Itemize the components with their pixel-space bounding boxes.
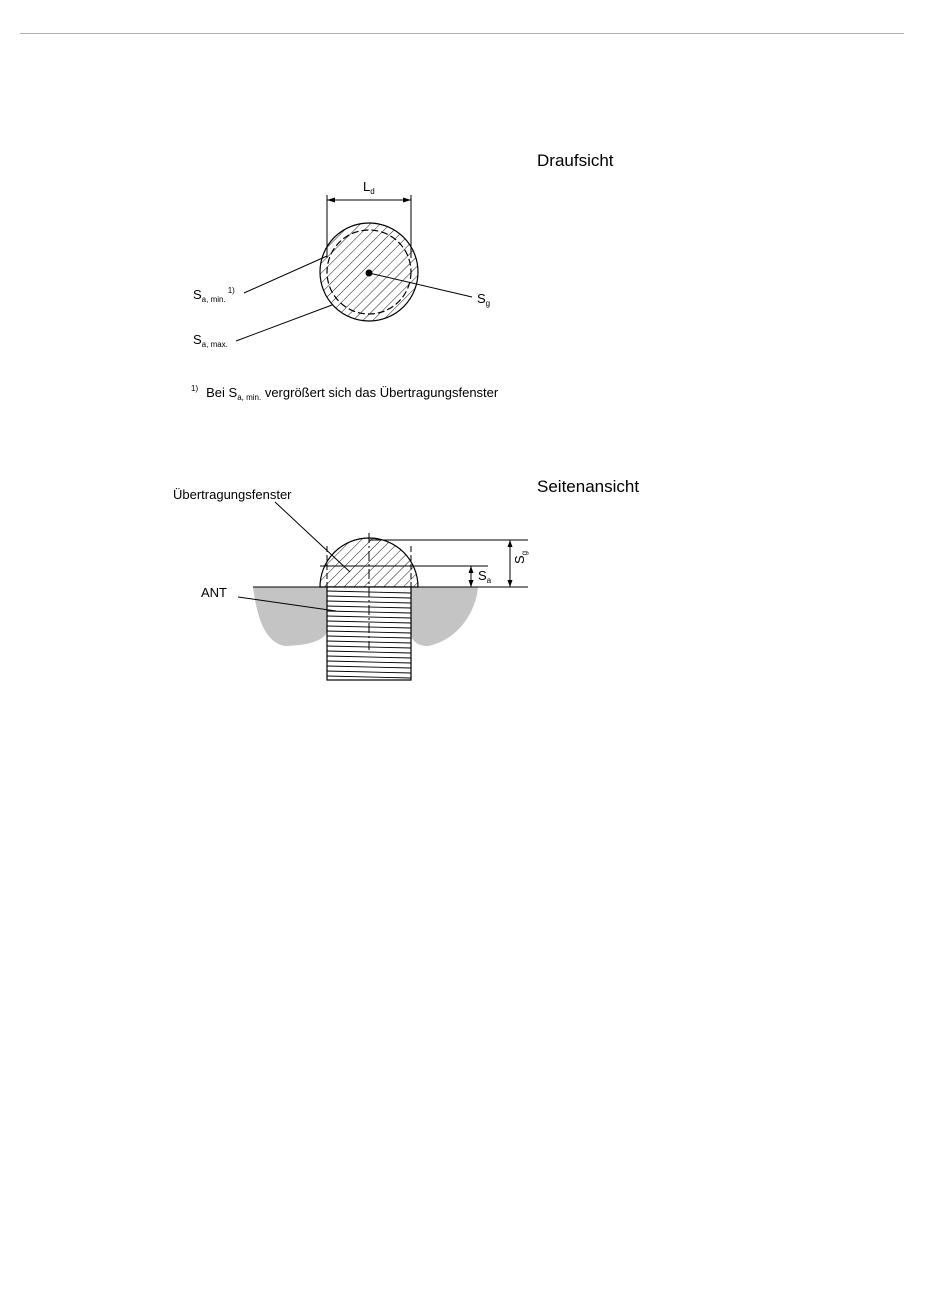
label-ld-main: L bbox=[363, 179, 371, 194]
label-sa-min bbox=[193, 287, 235, 304]
top-view-drawing bbox=[236, 195, 472, 341]
label-sa-side-sub: a bbox=[486, 576, 492, 585]
side-view-title: Seitenansicht bbox=[537, 477, 640, 496]
footnote-text-before: Bei S bbox=[206, 385, 238, 400]
footnote-text-sub: a, min. bbox=[237, 393, 262, 402]
leader-sa-min bbox=[244, 256, 327, 293]
sa-arrow-top bbox=[469, 566, 474, 573]
ld-arrow-left bbox=[327, 198, 335, 203]
label-sg-side bbox=[513, 551, 529, 564]
label-sa-min-footnote-ref: 1) bbox=[227, 286, 235, 295]
sa-arrow-bottom bbox=[469, 580, 474, 587]
label-sa-max bbox=[193, 333, 228, 349]
label-sg-top-sub: g bbox=[485, 299, 491, 308]
label-sa-max-main: S bbox=[193, 332, 202, 347]
top-view-title: Draufsicht bbox=[537, 151, 614, 170]
ld-arrow-right bbox=[403, 198, 411, 203]
label-sg-side-main: S bbox=[512, 555, 527, 564]
label-sa-max-sub: a, max. bbox=[201, 340, 228, 349]
dome bbox=[320, 538, 418, 587]
leader-window bbox=[275, 502, 350, 572]
side-view-drawing bbox=[238, 502, 528, 680]
label-sa-side bbox=[478, 569, 491, 585]
label-transmission-window: Übertragungsfenster bbox=[173, 487, 292, 502]
label-sa-min-main: S bbox=[193, 287, 202, 302]
footnote-text-after: vergrößert sich das Übertragungsfenster bbox=[261, 385, 499, 400]
label-sg-side-sub: g bbox=[520, 550, 529, 556]
label-ld-sub: d bbox=[370, 187, 375, 196]
sg-arrow-bottom bbox=[508, 580, 513, 587]
label-sg-top bbox=[477, 292, 490, 308]
footnote bbox=[191, 384, 498, 402]
leader-sa-max bbox=[236, 305, 332, 341]
label-sa-min-sub: a, min. bbox=[201, 295, 226, 304]
sg-arrow-top bbox=[508, 540, 513, 547]
footnote-marker: 1) bbox=[191, 384, 199, 393]
label-ld bbox=[363, 180, 375, 196]
label-ant: ANT bbox=[201, 585, 227, 600]
label-sa-side-main: S bbox=[478, 568, 487, 583]
label-sg-top-main: S bbox=[477, 291, 486, 306]
